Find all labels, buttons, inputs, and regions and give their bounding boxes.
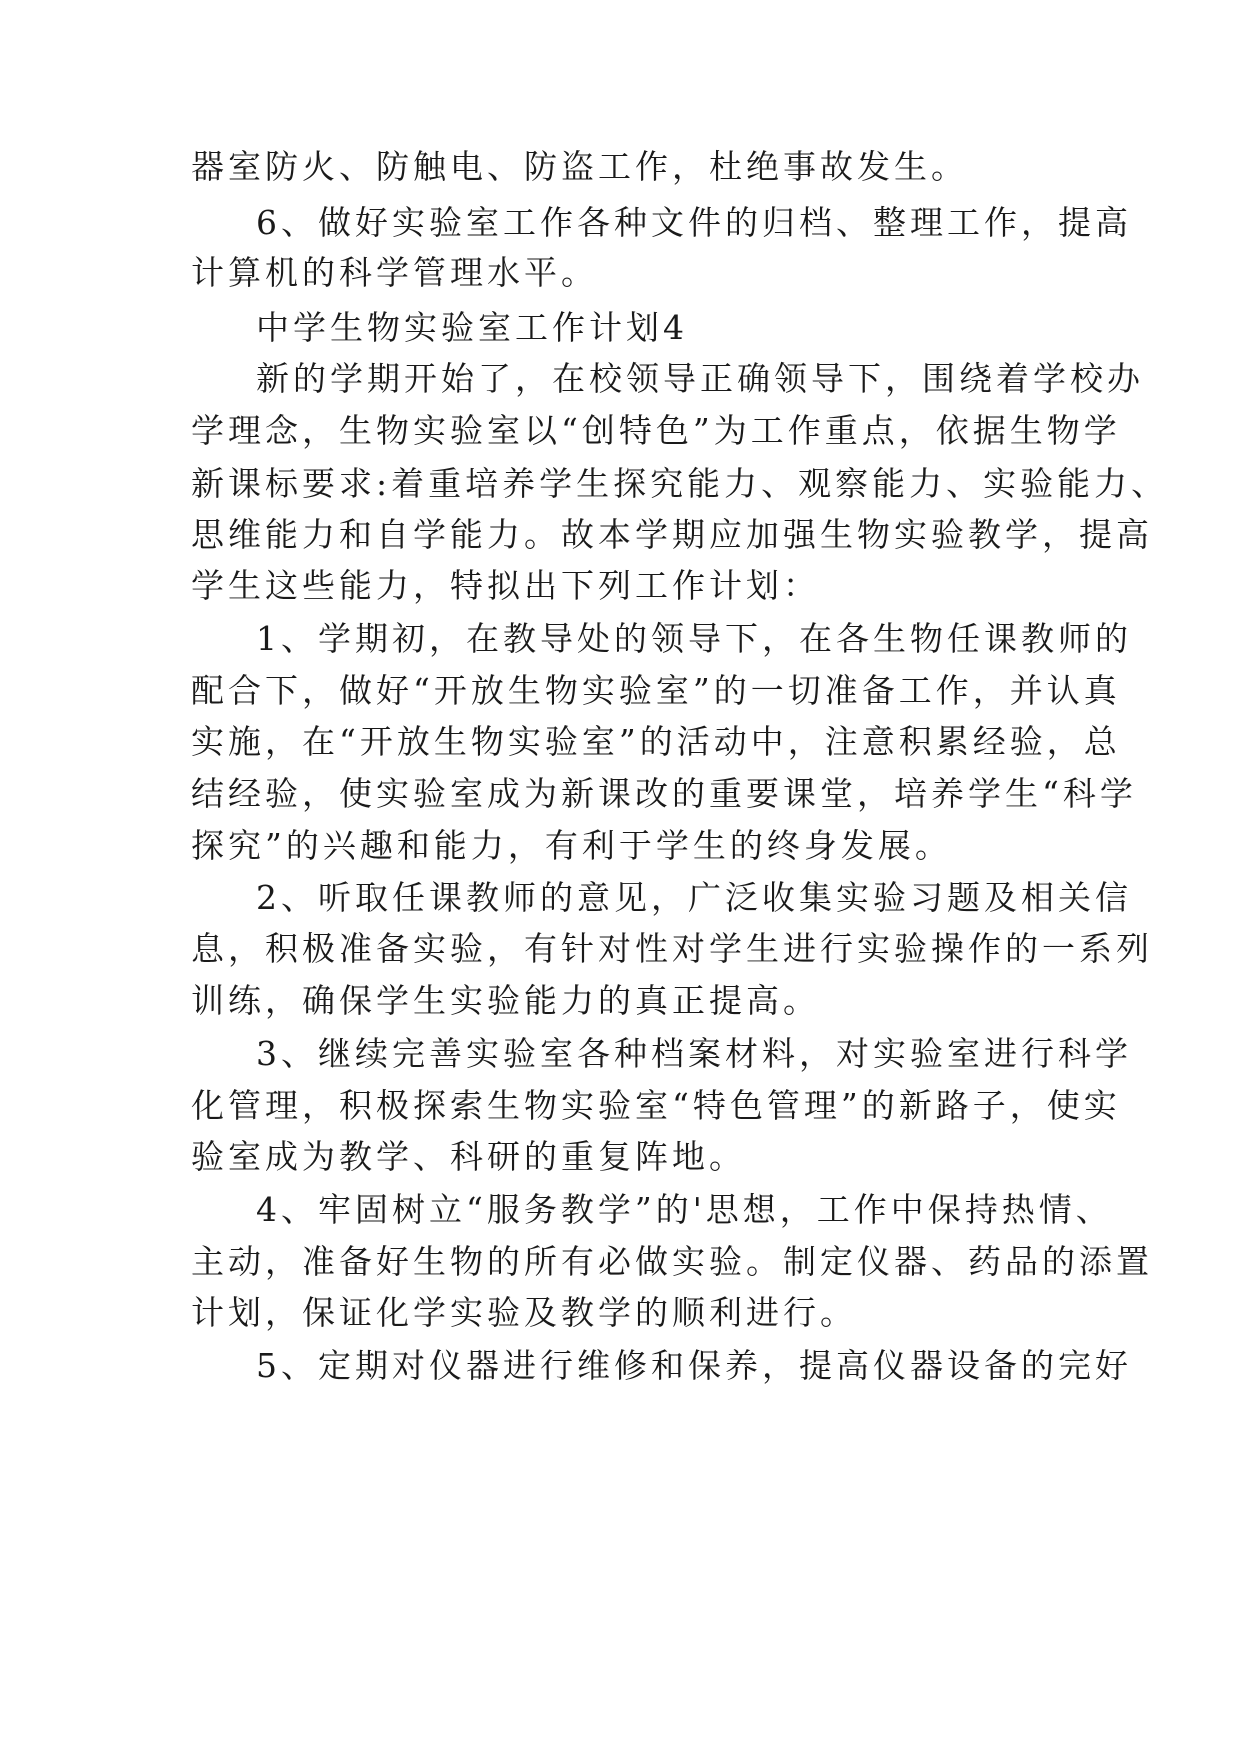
text-line: 思维能力和自学能力。故本学期应加强生物实验教学，提高 xyxy=(191,515,1153,554)
text-line: 实施，在“开放生物实验室”的活动中，注意积累经验，总 xyxy=(191,722,1121,761)
text-line: 息，积极准备实验，有针对性对学生进行实验操作的一系列 xyxy=(191,929,1153,968)
section-title: 中学生物实验室工作计划4 xyxy=(256,308,688,347)
text-line: 结经验，使实验室成为新课改的重要课堂，培养学生“科学 xyxy=(191,774,1137,813)
text-line: 训练，确保学生实验能力的真正提高。 xyxy=(191,981,820,1020)
text-line: 器室防火、防触电、防盗工作，杜绝事故发生。 xyxy=(191,147,968,186)
text-line: 主动，准备好生物的所有必做实验。制定仪器、药品的添置 xyxy=(191,1242,1153,1281)
text-line: 2、听取任课教师的意见，广泛收集实验习题及相关信 xyxy=(256,878,1132,917)
text-line: 3、继续完善实验室各种档案材料，对实验室进行科学 xyxy=(256,1034,1132,1073)
text-line: 新的学期开始了，在校领导正确领导下，围绕着学校办 xyxy=(256,359,1144,398)
text-line: 1、学期初，在教导处的领导下，在各生物任课教师的 xyxy=(256,619,1132,658)
text-line: 配合下，做好“开放生物实验室”的一切准备工作，并认真 xyxy=(191,671,1121,710)
text-line: 新课标要求:着重培养学生探究能力、观察能力、实验能力、 xyxy=(191,464,1169,503)
text-line: 验室成为教学、科研的重复阵地。 xyxy=(191,1137,746,1176)
text-line: 探究”的兴趣和能力，有利于学生的终身发展。 xyxy=(191,826,952,865)
text-line: 计算机的科学管理水平。 xyxy=(191,253,598,292)
text-line: 5、定期对仪器进行维修和保养，提高仪器设备的完好 xyxy=(256,1346,1132,1385)
text-line: 学理念，生物实验室以“创特色”为工作重点，依据生物学 xyxy=(191,411,1121,450)
text-line: 学生这些能力，特拟出下列工作计划： xyxy=(191,566,820,605)
text-line: 化管理，积极探索生物实验室“特色管理”的新路子，使实 xyxy=(191,1086,1121,1125)
text-line: 计划，保证化学实验及教学的顺利进行。 xyxy=(191,1293,857,1332)
text-line: 6、做好实验室工作各种文件的归档、整理工作，提高 xyxy=(256,203,1132,242)
text-line: 4、牢固树立“服务教学”的'思想，工作中保持热情、 xyxy=(256,1190,1113,1229)
